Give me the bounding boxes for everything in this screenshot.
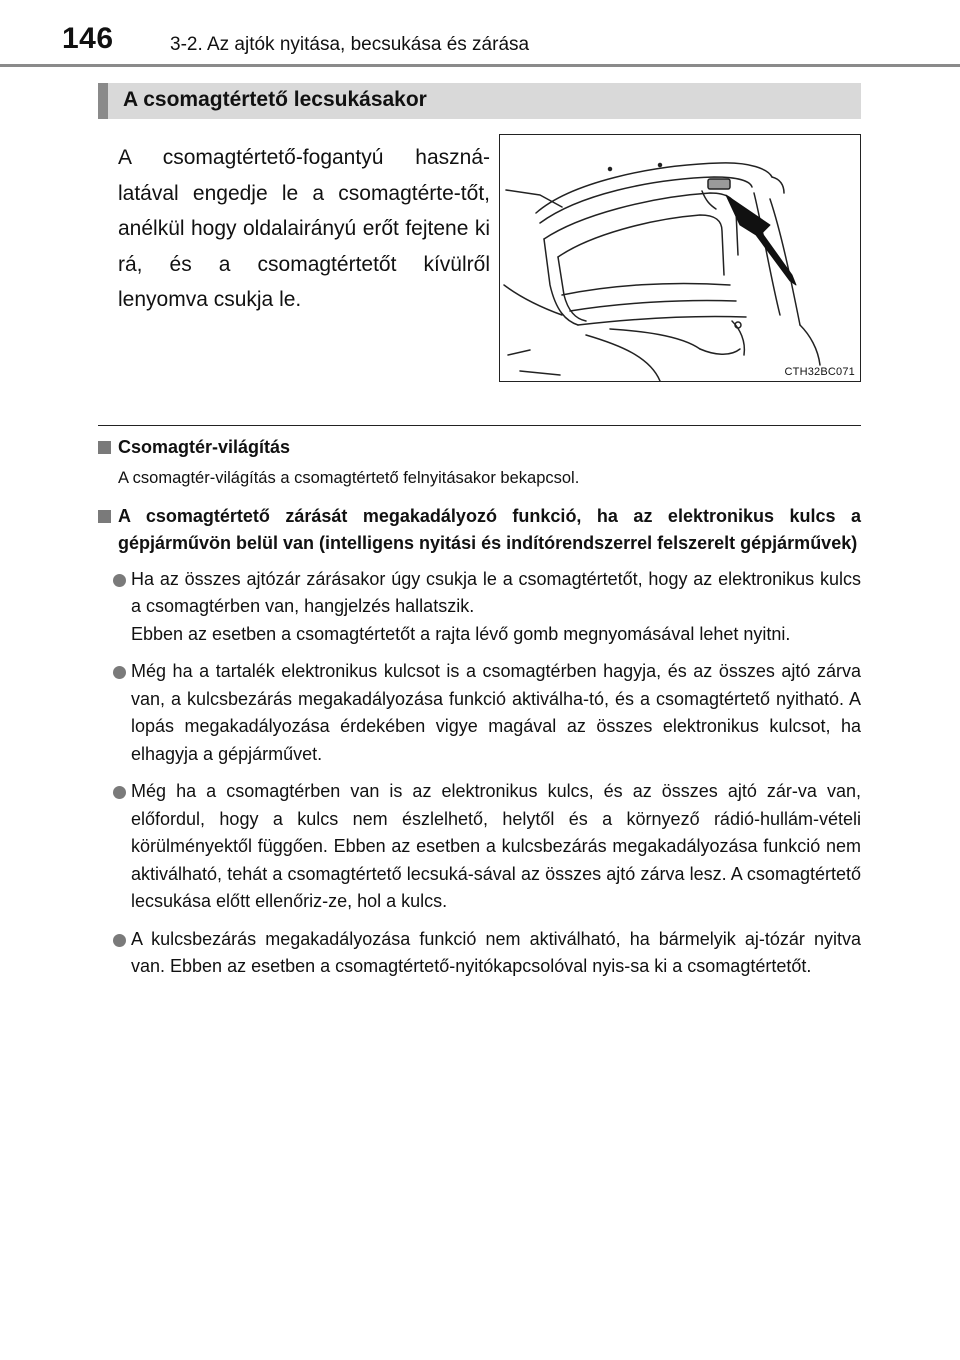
- bullet-text: Még ha a csomagtérben van is az elektronikus kulcs, és az összes ajtó zár-va van, előfordul, hogy a kulcs nem észlelhető, helytől és a környező rádió-hullám-vételi körülményektől függően. Ebben az esetben a kulcsbezárás megakadályozása funkció nem aktiválható, tehát a csomagtértető lecsuká-sával az összes ajtó zárva lesz. A csomagtértető lecsukása előtt ellenőriz-ze, hol a kulcs.: [131, 781, 861, 911]
- bullet-text: Még ha a tartalék elektronikus kulcsot is a csomagtérben hagyja, és az összes ajtó zárva van, a kulcsbezárás megakadályozása funkció aktiválha-tó, és a csomagtértető nyitható. A lopás megakadályozása érdekében vigye magával az összes elektronikus kulcsot, ha elhagyja a gépjárművet.: [131, 661, 861, 764]
- paragraph-text: A csomagtér-világítás a csomagtértető felnyitásakor bekapcsol.: [118, 468, 580, 487]
- section-header: [98, 83, 861, 119]
- open-trunk-illustration: [500, 135, 861, 382]
- bullet-text: A kulcsbezárás megakadályozása funkció nem aktiválható, ha bármelyik aj-tózár nyitva van. Ebben az esetben a csomagtértető-nyitókapcsolóval nyis-sa ki a csomagtértetőt.: [131, 928, 861, 976]
- circle-bullet-icon: [113, 574, 126, 587]
- bullet-item: [98, 926, 861, 981]
- paragraph-heading-lighting: [98, 434, 861, 462]
- intro-text: A csomagtértető-fogantyú haszná-latával engedje le a csomagtérte-tőt, anélkül hogy oldalairányú erőt fejtene ki rá, és a csomagtértetőt kívülről lenyomva csukja le.: [118, 146, 490, 311]
- header-rule: [0, 64, 960, 67]
- chapter-title: 3-2. Az ajtók nyitása, becsukása és zárása: [170, 34, 530, 55]
- heading-text: A csomagtértető zárását megakadályozó funkció, ha az elektronikus kulcs a gépjárművön belül van (intelligens nyitási és indítórendszerrel felszerelt gépjárművek): [118, 505, 861, 553]
- figure-code: CTH32BC071: [784, 366, 855, 378]
- heading-text: Csomagtér-világítás: [118, 437, 291, 457]
- section-title: A csomagtértető lecsukásakor: [123, 88, 427, 111]
- square-bullet-icon: [98, 510, 111, 523]
- body-content: [98, 434, 861, 981]
- page-number: 146: [62, 22, 114, 55]
- section-divider: [98, 425, 861, 426]
- bullet-text-continued: Ebben az esetben a csomagtértetőt a rajta lévő gomb megnyomásával lehet nyitni.: [131, 623, 791, 644]
- trunk-figure: [499, 134, 861, 382]
- bullet-item: [98, 658, 861, 768]
- circle-bullet-icon: [113, 786, 126, 799]
- bullet-text: Ha az összes ajtózár zárásakor úgy csukja le a csomagtértetőt, hogy az elektronikus kulcs a csomagtérben van, hangjelzés hallatszik.: [131, 568, 861, 616]
- circle-bullet-icon: [113, 666, 126, 679]
- bullet-item: [98, 566, 861, 649]
- circle-bullet-icon: [113, 934, 126, 947]
- square-bullet-icon: [98, 441, 111, 454]
- bullet-item: [98, 778, 861, 916]
- paragraph-heading-lock-prevention: [98, 503, 861, 558]
